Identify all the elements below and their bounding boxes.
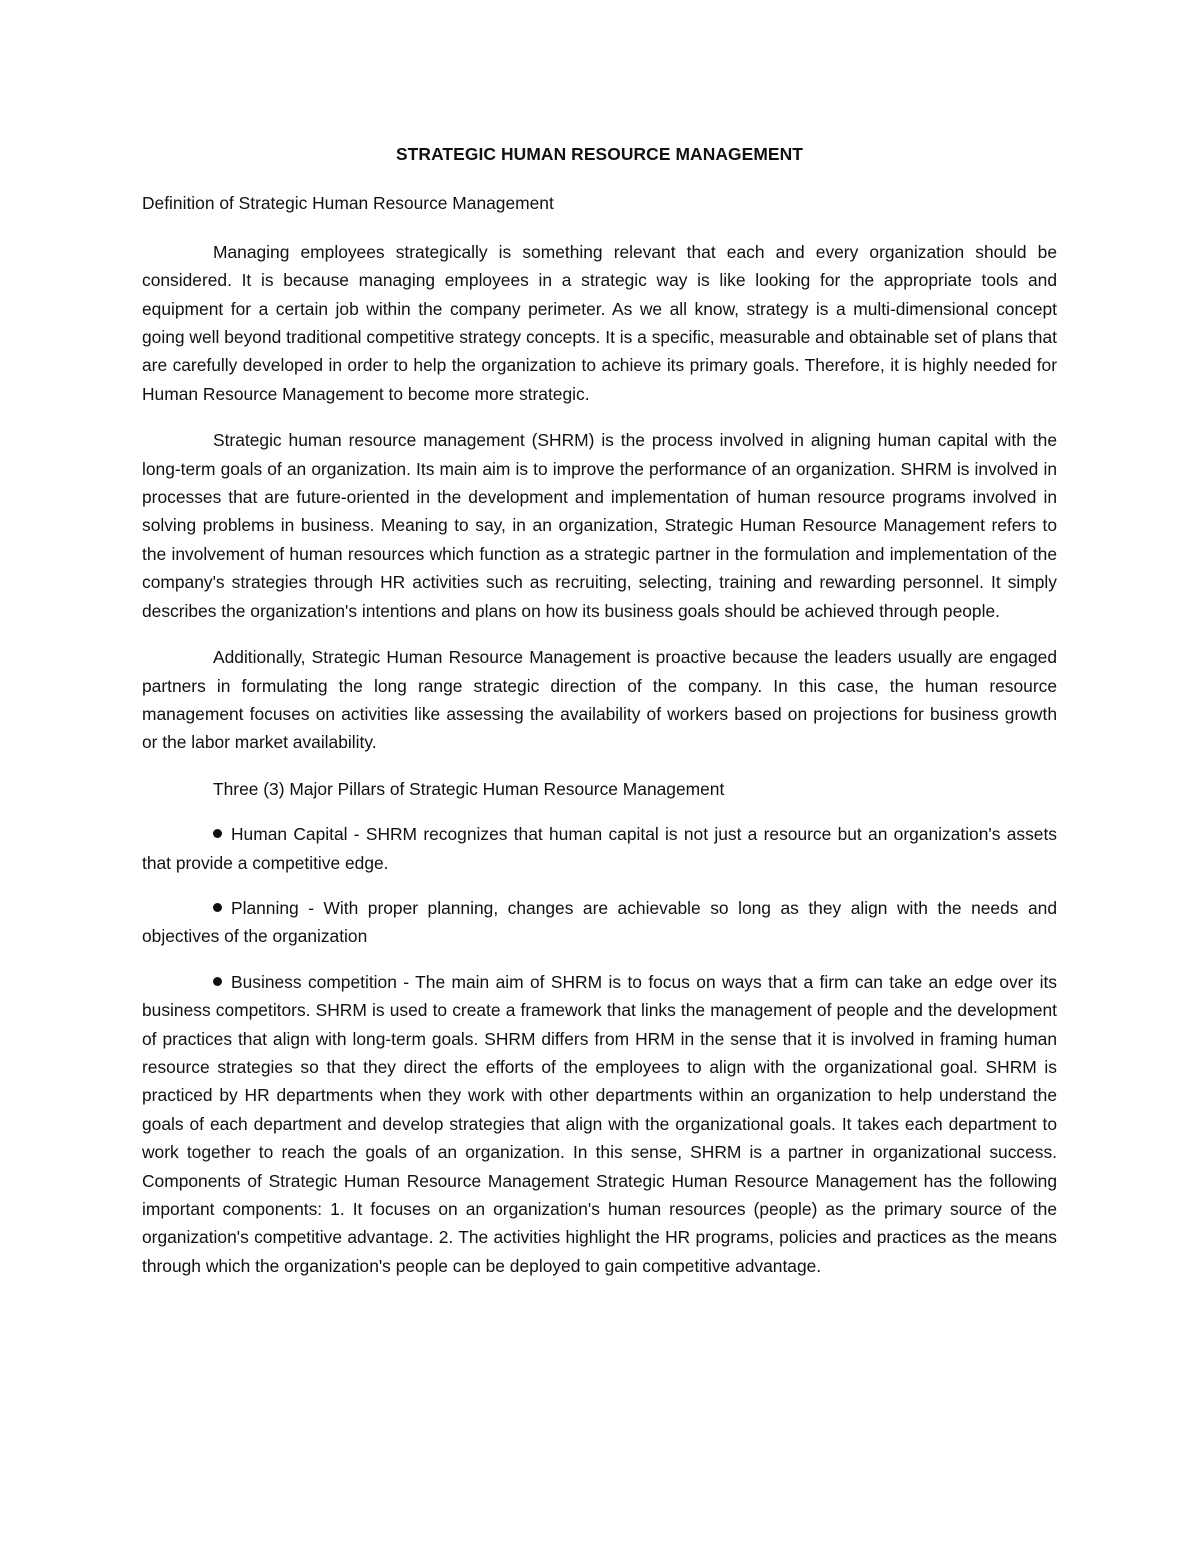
pillar-business-competition bbox=[142, 968, 1057, 1280]
pillar-human-capital bbox=[142, 820, 1057, 877]
definition-heading: Definition of Strategic Human Resource Management bbox=[142, 193, 554, 214]
pillar-planning bbox=[142, 894, 1057, 951]
document-title: STRATEGIC HUMAN RESOURCE MANAGEMENT bbox=[395, 144, 804, 164]
paragraph-shrm-definition: Strategic human resource management (SHRM) is the process involved in aligning human capital with the long-term goals of an organization. Its main aim is to improve the performance of an organization. SHRM is involved in processes that are future-oriented in the development and implementation of human resource programs involved in solving problems in business. Meaning to say, in an organization, Strategic Human Resource Management refers to the involvement of human resources which function as a strategic partner in the formulation and implementation of the company's strategies through HR activities such as recruiting, selecting, training and rewarding personnel. It simply describes the organization's intentions and plans on how its business goals should be achieved through people. bbox=[142, 430, 1057, 621]
pillar-text: Planning - With proper planning, changes are achievable so long as they align with the needs and objectives of the organization bbox=[142, 897, 1057, 947]
bullet-icon bbox=[213, 977, 222, 986]
pillar-text: Human Capital - SHRM recognizes that human capital is not just a resource but an organization's assets that provide a competitive edge. bbox=[142, 824, 1057, 873]
pillar-text: Business competition - The main aim of SHRM is to focus on ways that a firm can take an edge over its business competitors. SHRM is used to create a framework that links the management of people and the development of practices that align with long-term goals. SHRM differs from HRM in the sense that it is involved in framing human resource strategies so that they direct the efforts of the employees to align with the organizational goal. SHRM is practiced by HR departments when they work with other departments within an organization to help understand the goals of each department and develop strategies that align with the organizational goals. It takes each department to work together to reach the goals of an organization. In this sense, SHRM is a partner in organizational success. Components of Strategic Human Resource Management Strategic Human Resource Management has the following important components: 1. It focuses on an organization's human resources (people) as the primary source of the organization's competitive advantage. 2. The activities highlight the HR programs, policies and practices as the means through which the organization's people can be deployed to gain competitive advantage. bbox=[142, 971, 1057, 1276]
bullet-icon bbox=[213, 903, 222, 912]
bullet-icon bbox=[213, 829, 222, 838]
paragraph-intro: Managing employees strategically is something relevant that each and every organization should be considered. It is because managing employees in a strategic way is like looking for the appropriate tools and equipment for a certain job within the company perimeter. As we all know, strategy is a multi-dimensional concept going well beyond traditional competitive strategy concepts. It is a specific, measurable and obtainable set of plans that are carefully developed in order to help the organization to achieve its primary goals. Therefore, it is highly needed for Human Resource Management to become more strategic. bbox=[142, 241, 1057, 404]
paragraph-additionally: Additionally, Strategic Human Resource Management is proactive because the leaders usually are engaged partners in formulating the long range strategic direction of the company. In this case, the human resource management focuses on activities like assessing the availability of workers based on projections for business growth or the labor market availability. bbox=[142, 647, 1057, 753]
document-page bbox=[142, 140, 1057, 1297]
pillars-heading: Three (3) Major Pillars of Strategic Human Resource Management bbox=[213, 778, 725, 799]
